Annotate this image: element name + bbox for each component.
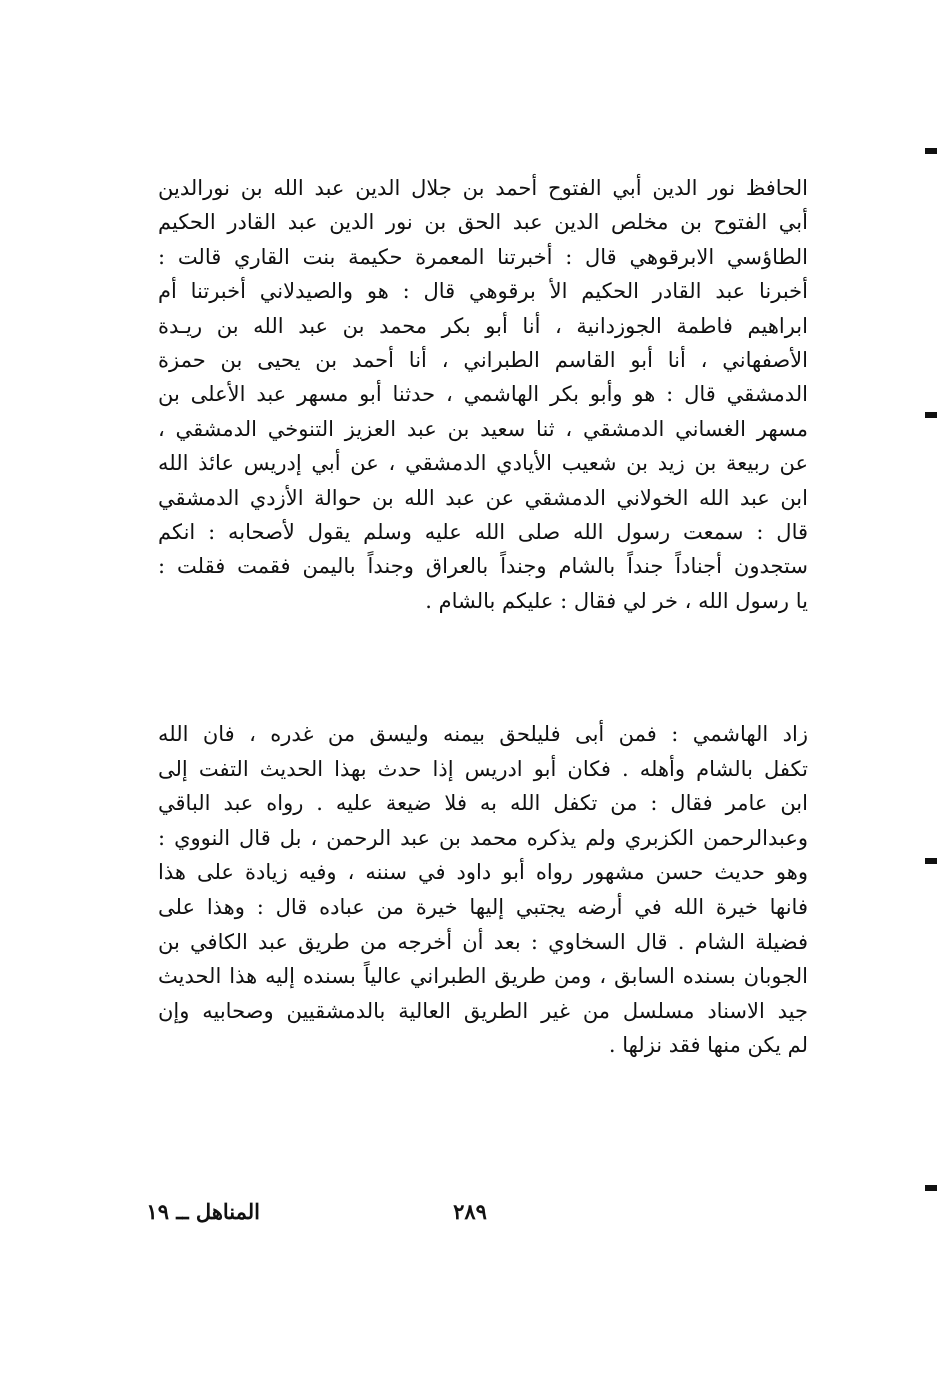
text-line: قال : سمعت رسول الله صلى الله عليه وسلم يقول لأصحابه : انكم [158,519,808,544]
text-line: الدمشقي قال : هو وأبو بكر الهاشمي ، حدثنا أبو مسهر عبد الأعلى بن [158,382,808,407]
page-edge-mark [925,412,937,418]
text-line: أخبرنا عبد القادر الحكيم الأ برقوهي قال : هو والصيدلاني أخبرتنا أم [158,279,808,304]
text-line: لم يكن منها فقد نزلها . [608,1033,808,1058]
text-line: زاد الهاشمي : فمن أبى فليلحق بيمنه وليسق من غدره ، فان الله [158,722,808,746]
text-line: فانها خيرة الله في أرضه يجتبي إليها خيرة من عباده قال : وهذا على [158,894,808,919]
text-line: ابن عبد الله الخولاني الدمشقي عن عبد الله بن حوالة الأزدي الدمشقي [158,485,808,510]
text-line: ستجدون أجناداً جنداً بالشام وجنداً بالعراق وجنداً باليمن فقمت فقلت : [158,554,808,579]
page-edge-mark [925,858,937,864]
text-line: مسهر الغساني الدمشقي ، ثنا سعيد بن عبد العزيز التنوخي الدمشقي ، [158,416,808,441]
page-edge-mark [925,1185,937,1191]
text-line: عن ربيعة بن زيد بن شعيب الأيادي الدمشقي ، عن أبي إدريس عائذ الله [158,451,808,476]
page-edge-mark [925,148,937,154]
text-line: الأصفهاني ، أنا أبو القاسم الطبراني ، أنا أحمد بن يحيى بن حمزة [158,347,808,372]
text-line: وعبدالرحمن الكزبري ولم يذكره محمد بن عبد الرحمن ، بل قال النووي : [158,825,808,850]
text-line: ابن عامر فقال : من تكفل الله به فلا ضيعة عليه . رواه عبد الباقي [158,791,808,816]
text-line: جيد الاسناد مسلسل من غير الطريق العالية بالدمشقيين وصحابيه وإن [158,998,808,1023]
text-line: الجوبان بسنده السابق ، ومن طريق الطبراني عالياً بسنده إليه هذا الحديث [158,964,808,989]
text-line: أبي الفتوح بن مخلص الدين عبد الحق بن نور الدين عبد القادر الحكيم [158,210,808,235]
signature-mark: المناهل ــ ١٩ [146,1199,260,1224]
text-line: وهو حديث حسن مشهور رواه أبو داود في سننه ، وفيه زيادة على هذا [158,860,808,885]
paragraph-commentary [158,717,808,1063]
text-line: فضيلة الشام . قال السخاوي : بعد أن أخرجه من طريق عبد الكافي بن [158,929,808,954]
paragraph-isnad [158,171,808,618]
text-line: تكفل بالشام وأهله . فكان أبو ادريس إذا حدث بهذا الحديث التفت إلى [158,756,808,781]
text-line: ابراهيم فاطمة الجوزدانية ، أنا أبو بكر محمد بن عبد الله بن ريـدة [158,313,808,338]
text-line: يا رسول الله ، خر لي فقال : عليكم بالشام . [425,588,808,613]
text-line: الطاؤسي الابرقوهي قال : أخبرتنا المعمرة حكيمة بنت القاري قالت : [158,244,808,269]
text-line: الحافظ نور الدين أبي الفتوح أحمد بن جلال الدين عبد الله بن نورالدين [158,176,808,200]
page-number: ٢٨٩ [453,1199,487,1224]
